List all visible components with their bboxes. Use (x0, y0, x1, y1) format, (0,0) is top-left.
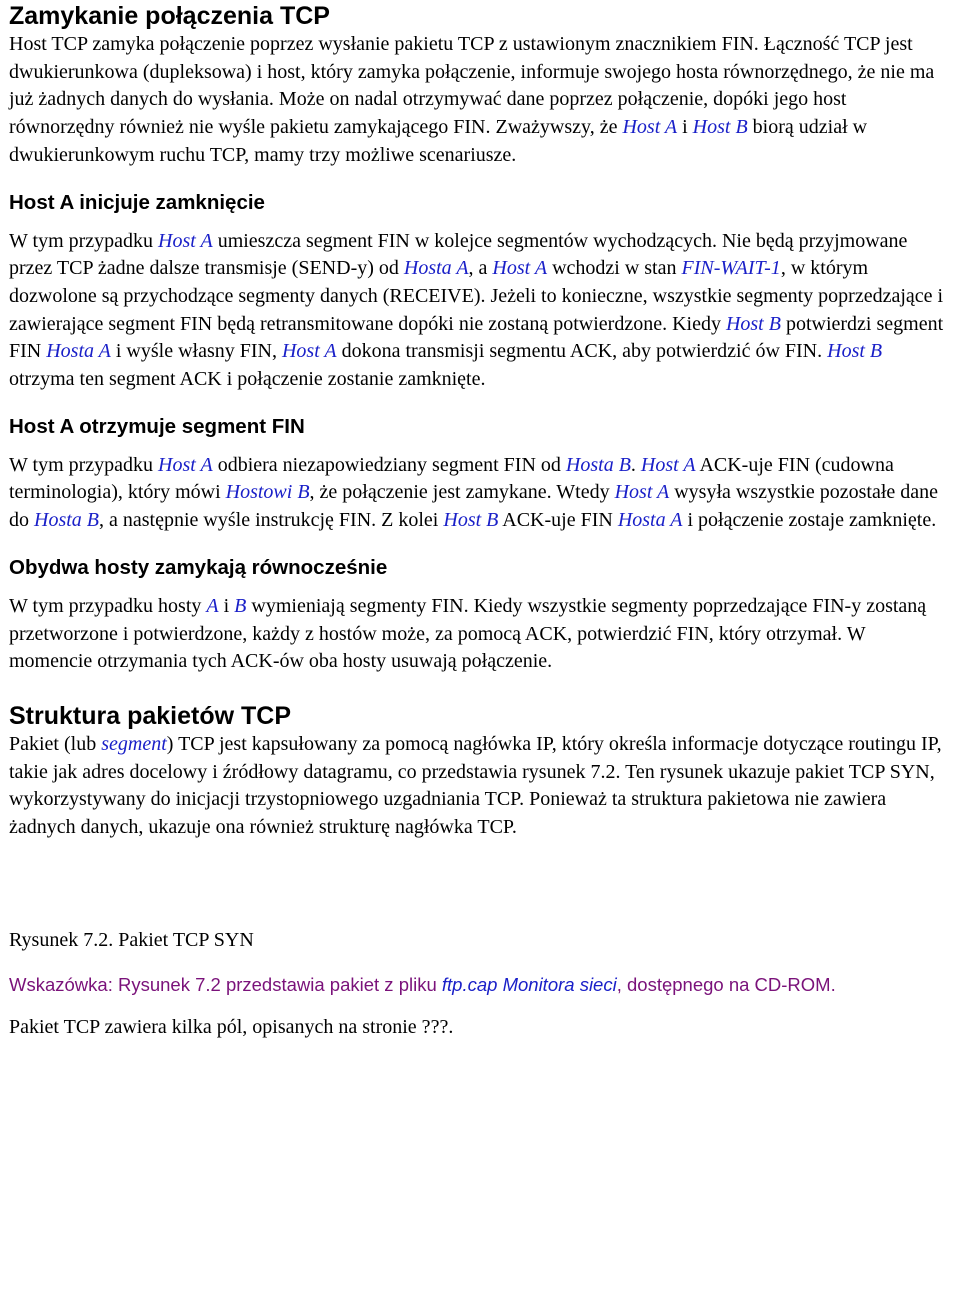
hint-note: Wskazówka: Rysunek 7.2 przedstawia pakiet z pliku ftp.cap Monitora sieci, dostępnego na CD-ROM. (9, 973, 836, 995)
host-b-ref: Host B (827, 340, 883, 363)
host-a-ref: Host A (281, 340, 337, 363)
subsection-title-a-initiates: Host A inicjuje zamknięcie (9, 190, 265, 214)
network-monitor-ref: Monitora sieci (502, 973, 617, 995)
host-b-ref: Hosta B (565, 453, 631, 476)
paragraph-close-intro: Host TCP zamyka połączenie poprzez wysłanie pakietu TCP z ustawionym znacznikiem FIN. Łączność TCP jest dwukierunkowa (dupleksowa) i host, który zamyka połączenie, informuje swojego hosta równorzędnego, że nie ma już żadnych danych do wysłania. Może on nadal otrzymywać dane poprzez połączenie, dopóki jego host równorzędny również nie wyśle pakietu zamykającego FIN. Zważywszy, że Host A i Host B biorą udział w dwukierunkowym ruchu TCP, mamy trzy możliwe scenariusze. (9, 33, 935, 166)
host-a-ref: Host A (158, 453, 213, 476)
host-b-ref: Hosta B (34, 509, 99, 532)
paragraph-structure: Pakiet (lub segment) TCP jest kapsułowany za pomocą nagłówka IP, który określa informacje dotyczące routingu IP, takie jak adres docelowy i źródłowy datagramu, co przedstawia rysunek 7.2. Ten rysunek ukazuje pakiet TCP SYN, wykorzystywany do inicjacji trzystopniowego uzgadniania TCP. Ponieważ ta struktura pakietowa nie zawiera żadnych danych, ukazuje ona również strukturę nagłówka TCP. (9, 732, 942, 839)
host-b-ref: B (234, 594, 247, 617)
paragraph-a-receives: W tym przypadku Host A odbiera niezapowiedziany segment FIN od Hosta B. Host A ACK-uje FIN (cudowna terminologia), który mówi Hostowi B, że połączenie jest zamykane. Wtedy Host A wysyła wszystkie pozostałe dane do Hosta B, a następnie wyśle instrukcję FIN. Z kolei Host B ACK-uje FIN Hosta A i połączenie zostaje zamknięte. (9, 453, 939, 532)
host-a-ref: Hosta A (46, 340, 111, 363)
host-b-ref: Host B (443, 509, 499, 532)
paragraph-both: W tym przypadku hosty A i B wymieniają segmenty FIN. Kiedy wszystkie segmenty poprzedzające FIN-y zostaną przetworzone i potwierdzone, każdy z hostów może, za pomocą ACK, potwierdzić FIN, który otrzymał. W momencie otrzymania tych ACK-ów oba hosty usuwają połączenie. (9, 594, 927, 673)
host-b-ref: Hostowi B (225, 481, 310, 504)
host-a-ref: Host A (622, 116, 678, 139)
host-b-ref: Host B (692, 116, 748, 139)
host-a-ref: Hosta A (617, 509, 683, 532)
paragraph-a-initiates: W tym przypadku Host A umieszcza segment FIN w kolejce segmentów wychodzących. Nie będą przyjmowane przez TCP żadne dalsze transmisje (SEND-y) od Hosta A, a Host A wchodzi w stan FIN-WAIT-1, w którym dozwolone są przychodzące segmenty danych (RECEIVE). Jeżeli to konieczne, wszystkie segmenty poprzedzające i zawierające segment FIN będą retransmitowane dopóki nie zostaną potwierdzone. Kiedy Host B potwierdzi segment FIN Hosta A i wyśle własny FIN, Host A dokona transmisji segmentu ACK, aby potwierdzić ów FIN. Host B otrzyma ten segment ACK i połączenie zostanie zamknięte. (9, 229, 944, 391)
footer-text: Pakiet TCP zawiera kilka pól, opisanych na stronie ???. (9, 1015, 454, 1038)
file-name-ref: ftp.cap (441, 973, 498, 995)
host-a-ref: Host A (492, 257, 548, 280)
segment-term: segment (101, 732, 167, 755)
subsection-title-both: Obydwa hosty zamykają równocześnie (9, 555, 388, 579)
state-fin-wait-1: FIN-WAIT-1 (681, 257, 781, 280)
host-a-ref: Host A (614, 481, 670, 504)
figure-caption: Rysunek 7.2. Pakiet TCP SYN (9, 928, 254, 951)
section-title-structure: Struktura pakietów TCP (9, 701, 291, 730)
host-a-ref: Host A (158, 229, 213, 252)
host-a-ref: Host A (640, 453, 696, 476)
host-a-ref: Hosta A (403, 257, 469, 280)
host-b-ref: Host B (725, 312, 781, 335)
subsection-title-a-receives: Host A otrzymuje segment FIN (9, 414, 305, 438)
host-a-ref: A (206, 594, 219, 617)
section-title-close: Zamykanie połączenia TCP (9, 2, 330, 30)
